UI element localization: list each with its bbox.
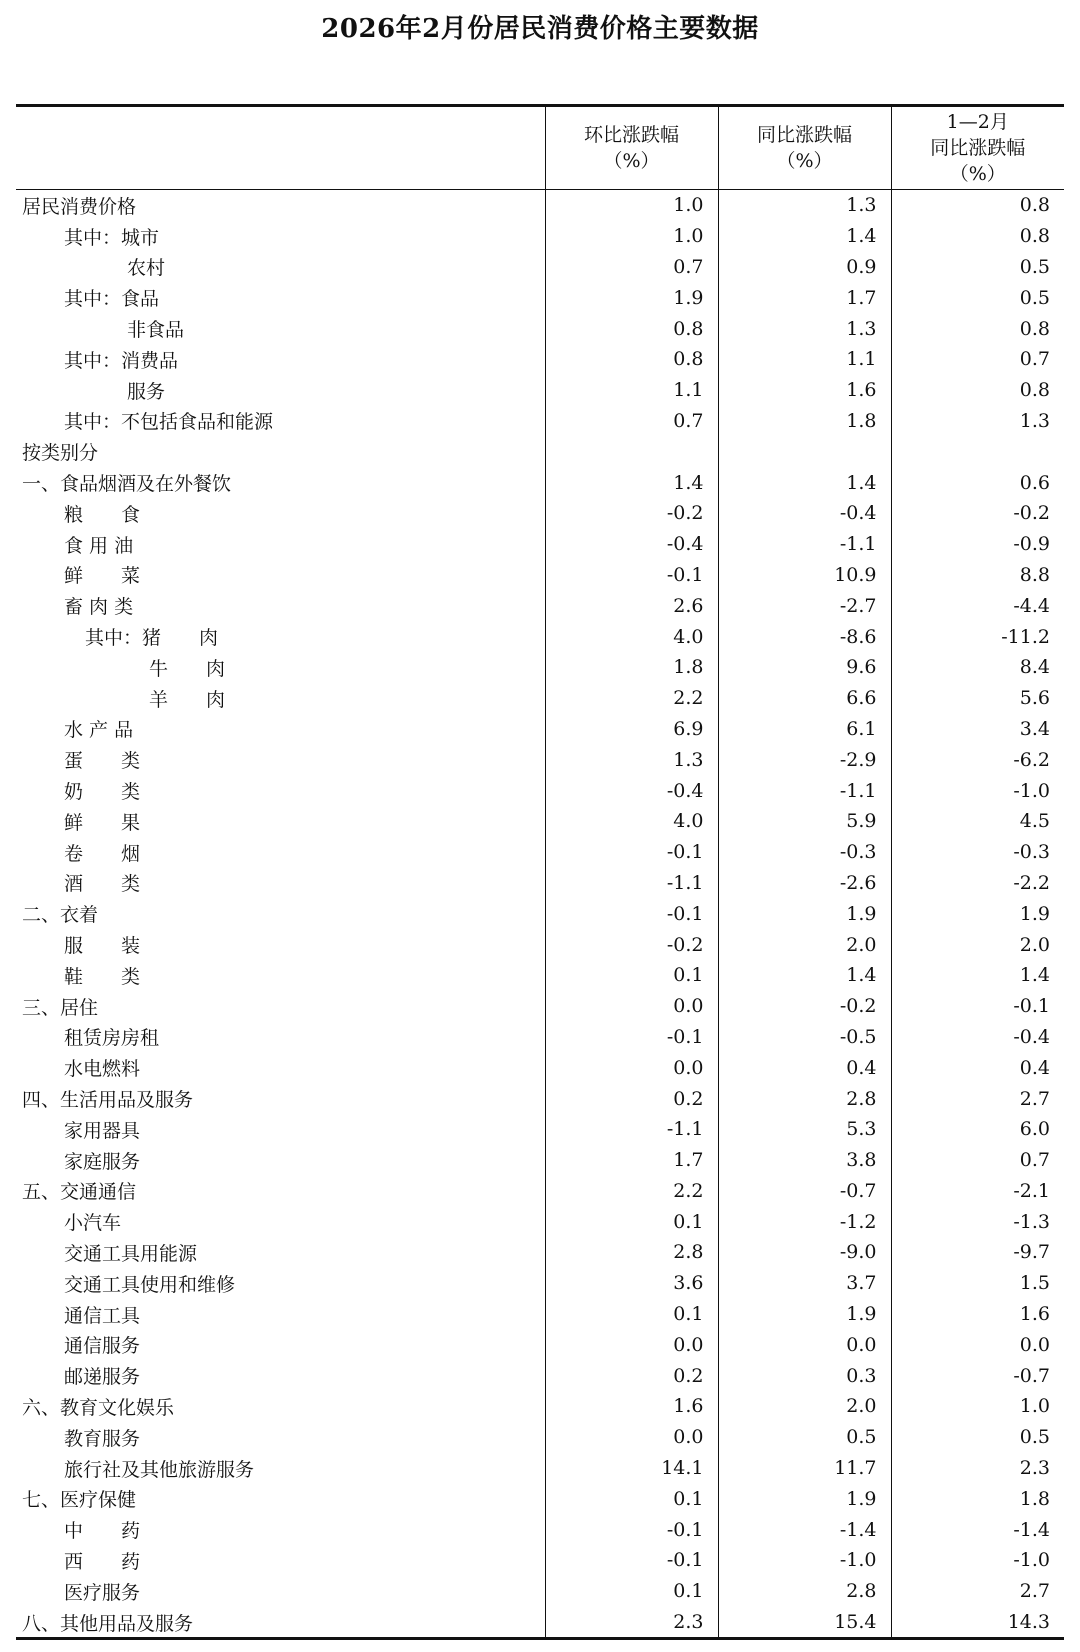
table-row (16, 1360, 1064, 1391)
yoy-value: 6.1 (718, 714, 891, 745)
mom-value: 1.7 (545, 1145, 718, 1176)
ytd-yoy-value: -9.7 (891, 1237, 1064, 1268)
row-label-cell (16, 1206, 545, 1237)
row-label-cell (16, 960, 545, 991)
mom-value: 3.6 (545, 1268, 718, 1299)
ytd-yoy-value: -0.4 (891, 1022, 1064, 1053)
yoy-value: -0.4 (718, 498, 891, 529)
yoy-value: 3.8 (718, 1145, 891, 1176)
table-row (16, 1391, 1064, 1422)
table-row (16, 1453, 1064, 1484)
row-label-cell (16, 1391, 545, 1422)
table-row (16, 1607, 1064, 1639)
mom-value: 2.6 (545, 590, 718, 621)
mom-value: 2.2 (545, 1176, 718, 1207)
row-label: 六、教育文化娱乐 (22, 1396, 175, 1419)
table-row (16, 560, 1064, 591)
yoy-value: -2.9 (718, 744, 891, 775)
row-label: 租赁房房租 (64, 1027, 160, 1050)
ytd-yoy-value: -0.1 (891, 991, 1064, 1022)
row-label: 三、居住 (22, 996, 99, 1019)
yoy-value: 1.7 (718, 282, 891, 313)
table-row (16, 868, 1064, 899)
row-label-cell (16, 1268, 545, 1299)
mom-value: -0.4 (545, 529, 718, 560)
row-label: 教育服务 (64, 1427, 141, 1450)
table-row (16, 590, 1064, 621)
row-label: 农村 (127, 257, 166, 280)
row-label: 卷 烟 (64, 842, 141, 865)
table-row (16, 1145, 1064, 1176)
ytd-yoy-value: 0.7 (891, 344, 1064, 375)
ytd-yoy-value: 2.7 (891, 1576, 1064, 1607)
row-label-cell (16, 1052, 545, 1083)
row-label-cell (16, 560, 545, 591)
yoy-value: 1.4 (718, 221, 891, 252)
ytd-yoy-value: -2.1 (891, 1176, 1064, 1207)
row-label: 水 产 品 (64, 719, 134, 742)
yoy-value: 1.4 (718, 467, 891, 498)
row-label-cell (16, 929, 545, 960)
ytd-yoy-value: 0.0 (891, 1329, 1064, 1360)
row-label-cell (16, 1576, 545, 1607)
yoy-value: 0.3 (718, 1360, 891, 1391)
table-row (16, 1114, 1064, 1145)
table-row (16, 1022, 1064, 1053)
row-label: 其中：消费品 (64, 349, 179, 372)
ytd-yoy-value: -1.0 (891, 775, 1064, 806)
ytd-yoy-value: 0.5 (891, 282, 1064, 313)
yoy-value: 5.9 (718, 806, 891, 837)
row-label-cell (16, 714, 545, 745)
row-label: 其中：不包括食品和能源 (64, 411, 274, 434)
row-label-cell (16, 436, 545, 467)
row-label: 家庭服务 (64, 1150, 141, 1173)
row-label-cell (16, 744, 545, 775)
mom-value: 1.3 (545, 744, 718, 775)
ytd-yoy-value: -0.9 (891, 529, 1064, 560)
mom-value: 0.1 (545, 1206, 718, 1237)
yoy-value: 2.0 (718, 1391, 891, 1422)
yoy-value: -2.6 (718, 868, 891, 899)
header-yoy: 同比涨跌幅 （%） (718, 106, 891, 190)
yoy-value: 1.9 (718, 1299, 891, 1330)
table-row (16, 406, 1064, 437)
mom-value: 0.8 (545, 344, 718, 375)
row-label: 八、其他用品及服务 (22, 1612, 194, 1635)
row-label: 医疗服务 (64, 1581, 141, 1604)
mom-value: -0.1 (545, 1022, 718, 1053)
yoy-value: -1.2 (718, 1206, 891, 1237)
row-label-cell (16, 1176, 545, 1207)
row-label-cell (16, 467, 545, 498)
ytd-yoy-value: 14.3 (891, 1607, 1064, 1639)
ytd-yoy-value: 1.3 (891, 406, 1064, 437)
yoy-value: -1.0 (718, 1545, 891, 1576)
row-label-cell (16, 190, 545, 221)
ytd-yoy-value: -1.4 (891, 1514, 1064, 1545)
row-label-cell (16, 252, 545, 283)
table-row (16, 498, 1064, 529)
yoy-value: 1.3 (718, 190, 891, 221)
row-label: 四、生活用品及服务 (22, 1089, 194, 1111)
ytd-yoy-value: 1.4 (891, 960, 1064, 991)
yoy-value: 11.7 (718, 1453, 891, 1484)
mom-value: 4.0 (545, 806, 718, 837)
row-label: 小汽车 (64, 1212, 122, 1235)
mom-value: -0.1 (545, 560, 718, 591)
row-label: 鞋 类 (64, 965, 141, 988)
mom-value: -0.1 (545, 1545, 718, 1576)
yoy-value: -0.7 (718, 1176, 891, 1207)
mom-value: -0.4 (545, 775, 718, 806)
yoy-value: 1.6 (718, 375, 891, 406)
yoy-value: 3.7 (718, 1268, 891, 1299)
yoy-value: 1.9 (718, 898, 891, 929)
table-row (16, 898, 1064, 929)
row-label: 家用器具 (64, 1119, 141, 1142)
table-row (16, 621, 1064, 652)
mom-value: 0.8 (545, 313, 718, 344)
ytd-yoy-value (891, 436, 1064, 467)
ytd-yoy-value: -6.2 (891, 744, 1064, 775)
row-label-cell (16, 652, 545, 683)
row-label: 服 装 (64, 935, 141, 958)
ytd-yoy-value: -2.2 (891, 868, 1064, 899)
yoy-value: 2.0 (718, 929, 891, 960)
row-label-cell (16, 375, 545, 406)
row-label: 服务 (127, 380, 166, 403)
mom-value: -0.1 (545, 1514, 718, 1545)
row-label: 其中：猪 肉 (85, 627, 219, 650)
table-row (16, 467, 1064, 498)
row-label: 旅行社及其他旅游服务 (64, 1458, 255, 1481)
ytd-yoy-value: 0.8 (891, 313, 1064, 344)
row-label-cell (16, 344, 545, 375)
yoy-value: -8.6 (718, 621, 891, 652)
ytd-yoy-value: 0.8 (891, 375, 1064, 406)
row-label-cell (16, 1114, 545, 1145)
mom-value: 0.1 (545, 960, 718, 991)
mom-value: 0.0 (545, 1052, 718, 1083)
mom-value: -1.1 (545, 868, 718, 899)
ytd-yoy-value: 0.7 (891, 1145, 1064, 1176)
row-label-cell (16, 590, 545, 621)
row-label-cell (16, 1329, 545, 1360)
row-label: 牛 肉 (149, 657, 226, 680)
yoy-value: 6.6 (718, 683, 891, 714)
ytd-yoy-value: 2.3 (891, 1453, 1064, 1484)
mom-value: -0.2 (545, 498, 718, 529)
ytd-yoy-value: 8.4 (891, 652, 1064, 683)
ytd-yoy-value: 1.6 (891, 1299, 1064, 1330)
table-row (16, 1545, 1064, 1576)
row-label: 交通工具用能源 (64, 1242, 198, 1265)
mom-value: -0.2 (545, 929, 718, 960)
yoy-value: 0.4 (718, 1052, 891, 1083)
table-row (16, 1514, 1064, 1545)
row-label-cell (16, 1514, 545, 1545)
row-label: 交通工具使用和维修 (64, 1273, 236, 1296)
yoy-value: -2.7 (718, 590, 891, 621)
ytd-yoy-value: -0.3 (891, 837, 1064, 868)
row-label-cell (16, 1360, 545, 1391)
table-row (16, 652, 1064, 683)
row-label-cell (16, 221, 545, 252)
row-label: 食 用 油 (64, 534, 134, 557)
mom-value: 0.0 (545, 1422, 718, 1453)
row-label: 其中：食品 (64, 288, 160, 311)
table-row (16, 1329, 1064, 1360)
ytd-yoy-value: -1.3 (891, 1206, 1064, 1237)
table-row (16, 282, 1064, 313)
row-label-cell (16, 898, 545, 929)
yoy-value: 1.1 (718, 344, 891, 375)
table-row (16, 744, 1064, 775)
row-label: 蛋 类 (64, 750, 141, 773)
row-label: 水电燃料 (64, 1058, 141, 1081)
ytd-yoy-value: 0.4 (891, 1052, 1064, 1083)
row-label: 邮递服务 (64, 1366, 141, 1389)
row-label-cell (16, 529, 545, 560)
row-label: 畜 肉 类 (64, 596, 134, 619)
row-label-cell (16, 282, 545, 313)
table-row (16, 1206, 1064, 1237)
yoy-value: -1.4 (718, 1514, 891, 1545)
mom-value: 1.8 (545, 652, 718, 683)
ytd-yoy-value: -0.2 (891, 498, 1064, 529)
row-label: 羊 肉 (149, 688, 226, 711)
header-item-col (16, 106, 545, 190)
ytd-yoy-value: 8.8 (891, 560, 1064, 591)
row-label: 其中：城市 (64, 226, 160, 249)
table-row (16, 252, 1064, 283)
yoy-value: -0.2 (718, 991, 891, 1022)
table-row (16, 221, 1064, 252)
table-row (16, 375, 1064, 406)
row-label: 七、医疗保健 (22, 1489, 137, 1512)
ytd-yoy-value: 1.8 (891, 1483, 1064, 1514)
yoy-value: 0.9 (718, 252, 891, 283)
row-label-cell (16, 1083, 545, 1114)
yoy-value: -1.1 (718, 775, 891, 806)
row-label-cell (16, 775, 545, 806)
table-row (16, 775, 1064, 806)
ytd-yoy-value: 1.0 (891, 1391, 1064, 1422)
ytd-yoy-value: 0.8 (891, 190, 1064, 221)
mom-value: -0.1 (545, 837, 718, 868)
row-label-cell (16, 1145, 545, 1176)
yoy-value: 1.3 (718, 313, 891, 344)
row-label-cell (16, 1422, 545, 1453)
row-label-cell (16, 1545, 545, 1576)
row-label-cell (16, 868, 545, 899)
mom-value: 1.4 (545, 467, 718, 498)
row-label: 奶 类 (64, 781, 141, 804)
mom-value: 0.2 (545, 1083, 718, 1114)
mom-value: 0.1 (545, 1576, 718, 1607)
mom-value: 0.1 (545, 1483, 718, 1514)
table-row (16, 344, 1064, 375)
yoy-value: 1.8 (718, 406, 891, 437)
mom-value: 14.1 (545, 1453, 718, 1484)
table-row (16, 929, 1064, 960)
ytd-yoy-value: 4.5 (891, 806, 1064, 837)
mom-value: 0.2 (545, 1360, 718, 1391)
row-label: 非食品 (127, 319, 185, 342)
row-label: 中 药 (64, 1520, 141, 1543)
mom-value: 1.9 (545, 282, 718, 313)
row-label: 西 药 (64, 1550, 141, 1573)
mom-value: 1.6 (545, 1391, 718, 1422)
page-title: 2026年2月份居民消费价格主要数据 (321, 14, 759, 44)
header-row (16, 106, 1064, 190)
mom-value: 0.7 (545, 252, 718, 283)
row-label: 通信工具 (64, 1304, 141, 1327)
row-label-cell (16, 806, 545, 837)
mom-value: 1.0 (545, 221, 718, 252)
table-row (16, 1299, 1064, 1330)
ytd-yoy-value: 0.8 (891, 221, 1064, 252)
yoy-value: 2.8 (718, 1576, 891, 1607)
table-row (16, 806, 1064, 837)
table-row (16, 529, 1064, 560)
row-label-cell (16, 1022, 545, 1053)
ytd-yoy-value: 6.0 (891, 1114, 1064, 1145)
ytd-yoy-value: 5.6 (891, 683, 1064, 714)
header-mom: 环比涨跌幅 （%） (545, 106, 718, 190)
table-row (16, 436, 1064, 467)
row-label-cell (16, 991, 545, 1022)
yoy-value: 5.3 (718, 1114, 891, 1145)
yoy-value: 1.9 (718, 1483, 891, 1514)
table-row (16, 1052, 1064, 1083)
table-row (16, 837, 1064, 868)
table-row (16, 1268, 1064, 1299)
row-label-cell (16, 498, 545, 529)
yoy-value: 9.6 (718, 652, 891, 683)
row-label-cell (16, 683, 545, 714)
table-header (16, 106, 1064, 190)
ytd-yoy-value: 0.5 (891, 252, 1064, 283)
row-label: 鲜 菜 (64, 565, 141, 588)
row-label-cell (16, 837, 545, 868)
table-row (16, 683, 1064, 714)
row-label-cell (16, 621, 545, 652)
ytd-yoy-value: 3.4 (891, 714, 1064, 745)
yoy-value: 0.0 (718, 1329, 891, 1360)
mom-value: 2.3 (545, 1607, 718, 1639)
yoy-value: -0.5 (718, 1022, 891, 1053)
yoy-value: 15.4 (718, 1607, 891, 1639)
mom-value (545, 436, 718, 467)
table-row (16, 190, 1064, 221)
row-label-cell (16, 1237, 545, 1268)
ytd-yoy-value: 0.6 (891, 467, 1064, 498)
table-row (16, 313, 1064, 344)
row-label: 一、食品烟酒及在外餐饮 (22, 473, 232, 496)
yoy-value (718, 436, 891, 467)
mom-value: 0.1 (545, 1299, 718, 1330)
row-label: 粮 食 (64, 503, 141, 526)
row-label: 五、交通通信 (22, 1181, 137, 1204)
mom-value: 1.0 (545, 190, 718, 221)
yoy-value: -9.0 (718, 1237, 891, 1268)
ytd-yoy-value: 1.9 (891, 898, 1064, 929)
row-label-cell (16, 1453, 545, 1484)
yoy-value: 1.4 (718, 960, 891, 991)
mom-value: 0.7 (545, 406, 718, 437)
table-row (16, 1576, 1064, 1607)
table-row (16, 991, 1064, 1022)
row-label: 通信服务 (64, 1335, 141, 1358)
mom-value: -0.1 (545, 898, 718, 929)
row-label-cell (16, 1483, 545, 1514)
mom-value: 0.0 (545, 1329, 718, 1360)
table-body (16, 190, 1064, 1639)
ytd-yoy-value: 1.5 (891, 1268, 1064, 1299)
row-label: 居民消费价格 (22, 195, 137, 218)
mom-value: 1.1 (545, 375, 718, 406)
mom-value: -1.1 (545, 1114, 718, 1145)
table-row (16, 1083, 1064, 1114)
ytd-yoy-value: -4.4 (891, 590, 1064, 621)
mom-value: 6.9 (545, 714, 718, 745)
ytd-yoy-value: -0.7 (891, 1360, 1064, 1391)
yoy-value: -1.1 (718, 529, 891, 560)
row-label-cell (16, 313, 545, 344)
yoy-value: 2.8 (718, 1083, 891, 1114)
ytd-yoy-value: 0.5 (891, 1422, 1064, 1453)
mom-value: 2.8 (545, 1237, 718, 1268)
header-ytd-yoy: 1—2月 同比涨跌幅 （%） (891, 106, 1064, 190)
row-label-cell (16, 1299, 545, 1330)
row-label: 二、衣着 (22, 904, 99, 927)
ytd-yoy-value: -1.0 (891, 1545, 1064, 1576)
ytd-yoy-value: 2.7 (891, 1083, 1064, 1114)
row-label: 鲜 果 (64, 811, 141, 834)
table-row (16, 960, 1064, 991)
table-row (16, 714, 1064, 745)
ytd-yoy-value: -11.2 (891, 621, 1064, 652)
yoy-value: 0.5 (718, 1422, 891, 1453)
table-row (16, 1237, 1064, 1268)
ytd-yoy-value: 2.0 (891, 929, 1064, 960)
mom-value: 2.2 (545, 683, 718, 714)
row-label: 酒 类 (64, 873, 141, 896)
yoy-value: -0.3 (718, 837, 891, 868)
table-row (16, 1176, 1064, 1207)
mom-value: 4.0 (545, 621, 718, 652)
row-label-cell (16, 1607, 545, 1639)
row-label-cell (16, 406, 545, 437)
cpi-table (16, 104, 1064, 1640)
yoy-value: 10.9 (718, 560, 891, 591)
mom-value: 0.0 (545, 991, 718, 1022)
table-row (16, 1422, 1064, 1453)
table-row (16, 1483, 1064, 1514)
row-label: 按类别分 (22, 442, 99, 465)
